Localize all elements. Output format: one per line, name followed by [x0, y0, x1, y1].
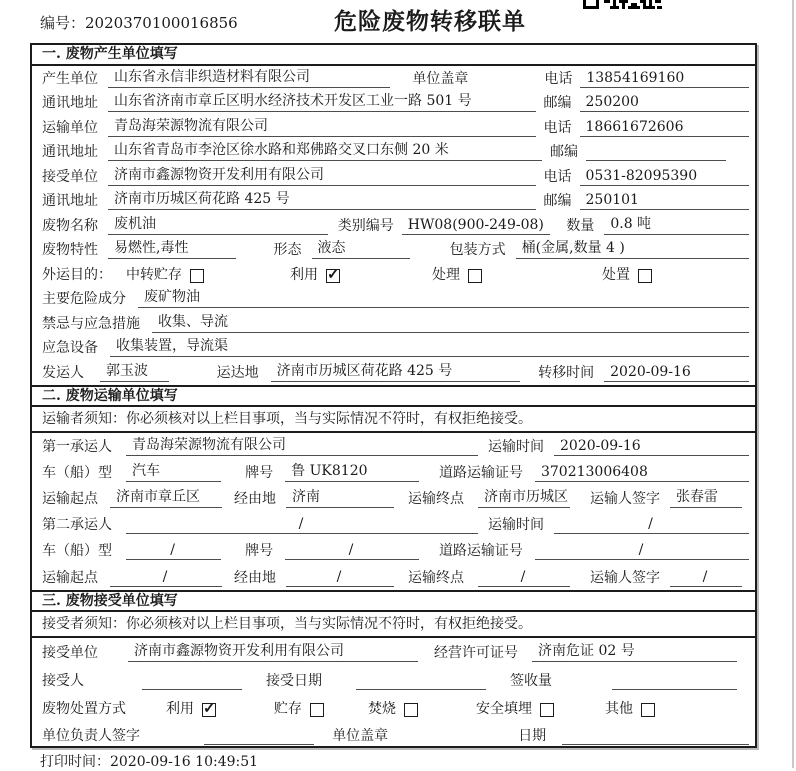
- quantity-value: 0.8 吨: [604, 213, 749, 235]
- purpose-label: 外运目的：: [42, 266, 112, 283]
- qr-code-icon: [583, 0, 663, 10]
- option-dispose-label: 处置: [602, 266, 630, 283]
- phone-value: 0531-82095390: [580, 168, 750, 186]
- row-transport-unit: [32, 115, 755, 140]
- row-vehicle-type-2: [32, 537, 755, 563]
- date-value: [562, 743, 749, 745]
- unit-seal-label: 单位盖章: [332, 728, 389, 745]
- zip-label: 邮编: [550, 144, 578, 160]
- option-other-label: 其他: [605, 700, 633, 717]
- waste-name-label: 废物名称: [42, 217, 98, 234]
- license-value: 济南危证 02 号: [532, 640, 737, 662]
- endpoint-value: /: [478, 569, 570, 587]
- address-value: 山东省青岛市李沧区徐水路和郑佛路交叉口东侧 20 米: [108, 139, 542, 161]
- option-utilize-label: 利用: [290, 266, 318, 283]
- via-value: /: [286, 569, 394, 587]
- row-receiver-person: [32, 665, 755, 693]
- transfer-form: [30, 43, 757, 748]
- zip-value-blank: [586, 159, 726, 161]
- receiving-unit-value: 济南市鑫源物资开发利用有限公司: [128, 640, 418, 662]
- option-treat-label: 处理: [432, 266, 460, 283]
- row-shipper: [32, 360, 755, 385]
- unit-seal-label: 单位盖章: [412, 70, 469, 87]
- destination-label: 运达地: [216, 364, 259, 381]
- first-carrier-value: 青岛海荣源物流有限公司: [126, 434, 478, 456]
- section-producer: [32, 45, 755, 385]
- via-label: 经由地: [234, 569, 276, 586]
- serial-number: [40, 12, 238, 33]
- address-label: 通讯地址: [42, 193, 98, 209]
- checkbox-store: [310, 703, 324, 717]
- emergency-measures-label: 禁忌与应急措施: [42, 315, 140, 332]
- transport-time-label: 运输时间: [488, 438, 544, 455]
- receiver-notice: 接受者须知：你必须核对以上栏目事项，当与实际情况不符时，有权拒绝接受。: [32, 612, 755, 638]
- responsible-signature-label: 单位负责人签字: [42, 728, 140, 745]
- row-route-1: [32, 485, 755, 511]
- document-title: 危险废物转移联单: [334, 8, 526, 35]
- row-receiver-unit: [32, 164, 755, 189]
- row-producer-unit: [32, 66, 755, 91]
- via-label: 经由地: [234, 491, 276, 508]
- page-edge-line: [792, 0, 794, 768]
- form-state-label: 形态: [273, 242, 302, 258]
- row-emergency-measures: [32, 311, 755, 336]
- vehicle-type-label: 车（船）型: [42, 464, 112, 481]
- receive-date-label: 接受日期: [266, 673, 322, 689]
- road-permit-value: /: [535, 542, 749, 560]
- endpoint-label: 运输终点: [408, 491, 464, 508]
- endpoint-value: 济南市历城区: [478, 486, 570, 508]
- disposal-method-label: 废物处置方式: [42, 700, 126, 717]
- option-utilize-label: 利用: [166, 700, 194, 717]
- road-permit-value: 370213006408: [535, 464, 749, 482]
- road-permit-label: 道路运输证号: [438, 543, 523, 560]
- emergency-measures-value: 收集、导流: [152, 311, 749, 333]
- shipper-label: 发运人: [42, 364, 84, 381]
- row-hazard-component: [32, 287, 755, 312]
- transport-unit-label: 运输单位: [42, 119, 98, 136]
- waste-property-value: 易燃性,毒性: [108, 237, 236, 259]
- address-value: 济南市历城区荷花路 425 号: [108, 188, 536, 210]
- emergency-equipment-value: 收集装置，导流渠: [110, 335, 749, 357]
- address-value: 山东省济南市章丘区明水经济技术开发区工业一路 501 号: [108, 90, 536, 112]
- checkbox-dispose: [638, 269, 652, 283]
- receiver-unit-value: 济南市鑫源物资开发利用有限公司: [108, 164, 536, 186]
- print-time: [40, 751, 258, 771]
- row-vehicle-type-1: [32, 459, 755, 485]
- receiver-unit-label: 接受单位: [42, 168, 98, 185]
- license-label: 经营许可证号: [434, 645, 518, 662]
- transporter-notice: 运输者须知：你必须核对以上栏目事项，当与实际情况不符时，有权拒绝接受。: [32, 407, 755, 433]
- transport-time-label: 运输时间: [488, 517, 544, 534]
- section-transporter: [32, 385, 755, 590]
- row-outbound-purpose: [32, 262, 755, 287]
- responsible-signature-value: [204, 743, 314, 745]
- option-store-label: 贮存: [274, 700, 302, 717]
- waste-property-label: 废物特性: [42, 242, 98, 258]
- producer-unit-value: 山东省永信非织造材料有限公司: [108, 66, 390, 88]
- category-code-value: HW08(900-249-08): [402, 217, 551, 235]
- row-receiver-address: [32, 189, 755, 214]
- zip-label: 邮编: [543, 95, 572, 111]
- origin-value: /: [110, 569, 222, 587]
- row-receiving-unit: [32, 638, 755, 666]
- plate-label: 牌号: [245, 543, 274, 560]
- phone-label: 电话: [543, 119, 572, 136]
- first-carrier-label: 第一承运人: [42, 438, 112, 455]
- hazard-component-value: 废矿物油: [138, 286, 749, 308]
- vehicle-type-value: /: [126, 542, 221, 560]
- row-route-2: [32, 563, 755, 589]
- option-incinerate-label: 焚烧: [368, 700, 396, 717]
- plate-value: 鲁 UK8120: [285, 460, 419, 482]
- quantity-label: 数量: [566, 217, 595, 234]
- second-carrier-value: /: [126, 516, 478, 534]
- section3-title: 三. 废物接受单位填写: [32, 590, 755, 612]
- row-emergency-equipment: [32, 336, 755, 361]
- signed-quantity-label: 签收量: [510, 673, 552, 689]
- option-landfill-label: 安全填埋: [476, 700, 532, 717]
- section1-title: 一. 废物产生单位填写: [32, 45, 755, 66]
- date-label: 日期: [518, 728, 547, 745]
- option-transfer-storage-label: 中转贮存: [126, 266, 182, 283]
- vehicle-type-label: 车（船）型: [42, 543, 112, 560]
- producer-unit-label: 产生单位: [42, 70, 98, 87]
- zip-value: 250101: [580, 192, 750, 210]
- hazard-component-label: 主要危险成分: [42, 291, 126, 307]
- receiver-person-label: 接受人: [42, 673, 84, 689]
- transfer-time-value: 2020-09-16: [604, 364, 749, 382]
- origin-value: 济南市章丘区: [110, 486, 222, 508]
- category-code-label: 类别编号: [337, 217, 394, 234]
- transport-time-value: 2020-09-16: [554, 438, 749, 456]
- via-value: 济南: [286, 486, 394, 508]
- plate-label: 牌号: [245, 464, 274, 481]
- checkbox-incinerate: [404, 703, 418, 717]
- road-permit-label: 道路运输证号: [438, 464, 523, 481]
- serial-label: 编号：: [40, 14, 86, 32]
- origin-label: 运输起点: [42, 491, 98, 508]
- receiving-unit-label: 接受单位: [42, 645, 98, 662]
- second-carrier-label: 第二承运人: [42, 517, 112, 534]
- plate-value: /: [285, 542, 419, 560]
- row-second-carrier: [32, 511, 755, 537]
- phone-value: 18661672606: [580, 119, 750, 137]
- phone-value: 13854169160: [580, 70, 749, 88]
- row-waste-name: [32, 213, 755, 238]
- row-waste-property: [32, 238, 755, 263]
- row-transport-address: [32, 140, 755, 165]
- checkbox-transfer-storage: [190, 269, 204, 283]
- receive-date-value: [356, 688, 486, 690]
- zip-label: 邮编: [543, 193, 572, 209]
- zip-value: 250200: [580, 94, 750, 112]
- origin-label: 运输起点: [42, 569, 98, 586]
- phone-label: 电话: [543, 168, 572, 185]
- print-time-label: 打印时间：: [40, 754, 110, 770]
- row-first-carrier: [32, 433, 755, 459]
- section-receiver: [32, 590, 755, 749]
- vehicle-type-value: 汽车: [126, 460, 221, 482]
- row-disposal-method: [32, 693, 755, 721]
- phone-label: 电话: [544, 70, 573, 87]
- address-label: 通讯地址: [42, 95, 98, 111]
- transport-time-value: /: [554, 516, 749, 534]
- form-state-value: 液态: [312, 237, 410, 259]
- row-responsible-signature: [32, 721, 755, 749]
- packing-label: 包装方式: [449, 242, 506, 258]
- waste-name-value: 废机油: [108, 213, 328, 235]
- transfer-time-label: 转移时间: [538, 364, 595, 381]
- destination-value: 济南市历城区荷花路 425 号: [271, 360, 521, 382]
- serial-value: 2020370100016856: [85, 14, 238, 32]
- checkbox-utilize: [202, 703, 216, 717]
- emergency-equipment-label: 应急设备: [42, 340, 98, 356]
- carrier-signature-label: 运输人签字: [590, 569, 660, 586]
- checkbox-utilize: [326, 269, 340, 283]
- shipper-value: 郭玉波: [100, 360, 169, 382]
- transport-unit-value: 青岛海荣源物流有限公司: [108, 115, 536, 137]
- carrier-signature-value: /: [670, 569, 742, 587]
- checkbox-other: [641, 703, 655, 717]
- carrier-signature-value: 张春雷: [670, 486, 742, 508]
- signed-quantity-value: [612, 688, 737, 690]
- print-time-value: 2020-09-16 10:49:51: [110, 754, 259, 770]
- endpoint-label: 运输终点: [408, 569, 464, 586]
- address-label: 通讯地址: [42, 144, 98, 160]
- carrier-signature-label: 运输人签字: [590, 491, 660, 508]
- checkbox-landfill: [540, 703, 554, 717]
- packing-value: 桶(金属,数量 4 ): [516, 237, 749, 259]
- row-producer-address: [32, 91, 755, 116]
- receiver-person-value: [142, 688, 242, 690]
- checkbox-treat: [468, 269, 482, 283]
- section2-title: 二. 废物运输单位填写: [32, 385, 755, 407]
